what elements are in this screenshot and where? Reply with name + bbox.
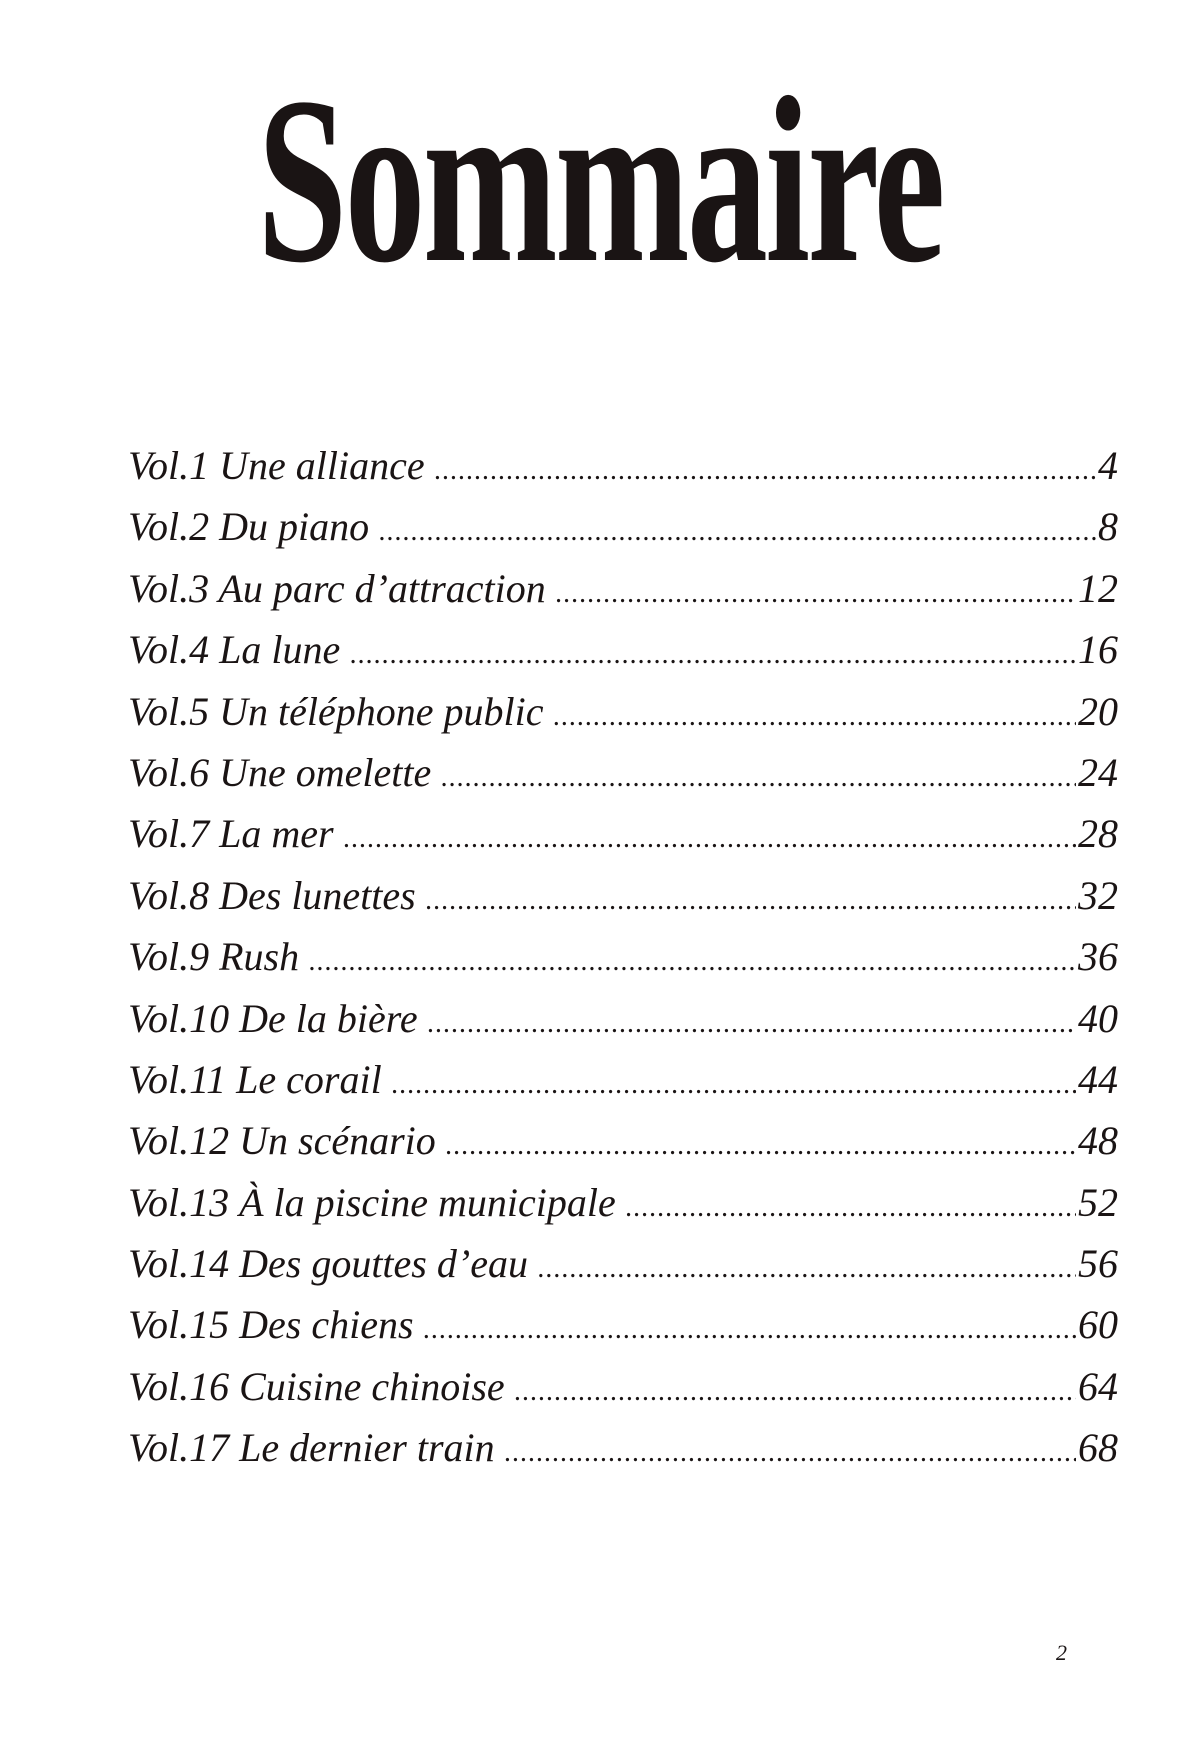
entry-page: 68 xyxy=(1078,1425,1118,1471)
page-number: 2 xyxy=(1056,1640,1067,1665)
dot-leader xyxy=(505,1437,1076,1469)
entry-title: Vol.9 Rush xyxy=(128,934,300,980)
toc-entry xyxy=(128,1240,1118,1301)
entry-title: Vol.11 Le corail xyxy=(128,1056,382,1102)
entry-page: 12 xyxy=(1078,565,1118,611)
entry-page: 64 xyxy=(1078,1363,1118,1409)
entry-page: 32 xyxy=(1078,872,1118,918)
toc-entry xyxy=(128,872,1118,933)
dot-leader xyxy=(556,578,1076,610)
entry-title: Vol.17 Le dernier train xyxy=(128,1425,495,1471)
entry-page: 60 xyxy=(1078,1302,1118,1348)
entry-title: Vol.1 Une alliance xyxy=(128,443,425,488)
toc-entry xyxy=(128,749,1118,810)
toc-entry xyxy=(128,503,1118,564)
dot-leader xyxy=(435,455,1096,487)
entry-page: 28 xyxy=(1078,811,1118,857)
toc-entry xyxy=(128,688,1118,749)
dot-leader xyxy=(424,1314,1076,1346)
entry-title: Vol.7 La mer xyxy=(128,811,334,857)
toc-entry xyxy=(128,933,1118,994)
entry-title: Vol.3 Au parc d’attraction xyxy=(128,565,546,611)
entry-page: 4 xyxy=(1098,443,1118,488)
dot-leader xyxy=(515,1376,1076,1408)
entry-title: Vol.12 Un scénario xyxy=(128,1118,436,1164)
dot-leader xyxy=(350,639,1076,671)
toc-entry xyxy=(128,1117,1118,1178)
dot-leader xyxy=(344,823,1076,855)
toc-entry xyxy=(128,565,1118,626)
toc-entry xyxy=(128,442,1118,503)
entry-title: Vol.2 Du piano xyxy=(128,504,370,550)
dot-leader xyxy=(379,516,1096,548)
entry-page: 20 xyxy=(1078,688,1118,734)
entry-title: Vol.14 Des gouttes d’eau xyxy=(128,1241,528,1287)
entry-title: Vol.15 Des chiens xyxy=(128,1302,414,1348)
table-of-contents xyxy=(128,442,1118,1486)
entry-page: 56 xyxy=(1078,1241,1118,1287)
entry-title: Vol.5 Un téléphone public xyxy=(128,688,544,734)
entry-page: 36 xyxy=(1078,934,1118,980)
entry-page: 52 xyxy=(1078,1179,1118,1225)
dot-leader xyxy=(426,885,1076,917)
dot-leader xyxy=(392,1069,1076,1101)
entry-title: Vol.10 De la bière xyxy=(128,995,418,1041)
dot-leader xyxy=(309,946,1076,978)
entry-title: Vol.8 Des lunettes xyxy=(128,872,416,918)
page-title xyxy=(0,49,1200,312)
entry-page: 48 xyxy=(1078,1118,1118,1164)
toc-entry xyxy=(128,1056,1118,1117)
toc-entry xyxy=(128,995,1118,1056)
title-text: Sommaire xyxy=(257,49,943,312)
dot-leader xyxy=(446,1130,1076,1162)
dot-leader xyxy=(441,762,1076,794)
toc-entry xyxy=(128,1179,1118,1240)
toc-entry xyxy=(128,1301,1118,1362)
entry-page: 8 xyxy=(1098,504,1118,550)
entry-page: 44 xyxy=(1078,1056,1118,1102)
toc-entry xyxy=(128,626,1118,687)
entry-title: Vol.16 Cuisine chinoise xyxy=(128,1363,505,1409)
toc-entry xyxy=(128,1363,1118,1424)
entry-title: Vol.13 À la piscine municipale xyxy=(128,1179,616,1225)
dot-leader xyxy=(553,701,1076,733)
dot-leader xyxy=(626,1192,1076,1224)
entry-title: Vol.6 Une omelette xyxy=(128,749,432,795)
entry-title: Vol.4 La lune xyxy=(128,627,341,673)
toc-entry xyxy=(128,810,1118,871)
dot-leader xyxy=(538,1253,1076,1285)
entry-page: 40 xyxy=(1078,995,1118,1041)
dot-leader xyxy=(428,1008,1076,1040)
entry-page: 24 xyxy=(1078,749,1118,795)
toc-entry xyxy=(128,1424,1118,1485)
entry-page: 16 xyxy=(1078,627,1118,673)
